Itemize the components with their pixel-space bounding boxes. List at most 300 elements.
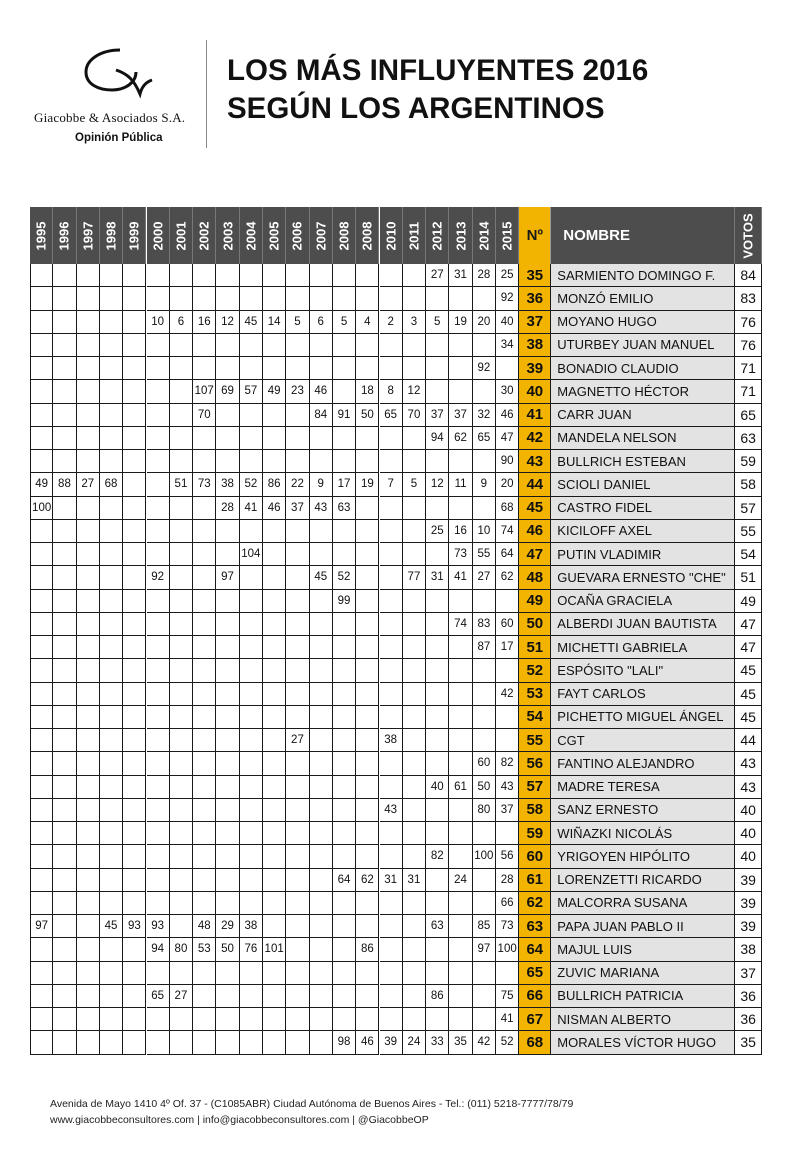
- year-cell: [380, 776, 403, 799]
- year-cell: 41: [449, 566, 472, 589]
- year-header: [263, 207, 286, 264]
- year-cell: [123, 752, 146, 775]
- year-cell: [53, 869, 76, 892]
- year-cell: [263, 450, 286, 473]
- year-cell: [356, 962, 379, 985]
- year-cell: [473, 659, 496, 682]
- year-cell: [123, 287, 146, 310]
- year-cell: [53, 287, 76, 310]
- year-cell: [449, 752, 472, 775]
- year-cell: 82: [496, 752, 519, 775]
- year-cell: [240, 1031, 263, 1054]
- year-cell: [240, 822, 263, 845]
- year-cell: 70: [403, 404, 426, 427]
- year-cell: 10: [473, 520, 496, 543]
- year-cell: 27: [426, 264, 449, 287]
- year-cell: [240, 357, 263, 380]
- year-cell: [449, 822, 472, 845]
- year-cell: [170, 497, 193, 520]
- year-cell: [77, 613, 100, 636]
- year-cell: [77, 822, 100, 845]
- rank-cell: 58: [519, 799, 551, 822]
- year-cell: [170, 1008, 193, 1031]
- company-name: Giacobbe & Asociados S.A.: [34, 110, 186, 125]
- table-row: [30, 520, 762, 543]
- title-line-1: LOS MÁS INFLUYENTES 2016: [227, 54, 649, 87]
- year-cell: [216, 613, 239, 636]
- year-cell: [123, 985, 146, 1008]
- year-header: [496, 207, 519, 264]
- year-cell: 22: [286, 473, 309, 496]
- year-cell: 66: [496, 892, 519, 915]
- year-cell: [403, 334, 426, 357]
- year-cell: 5: [333, 311, 356, 334]
- year-cell: 5: [403, 473, 426, 496]
- year-cell: [30, 613, 53, 636]
- year-cell: 10: [147, 311, 170, 334]
- year-cell: [53, 985, 76, 1008]
- year-cell: [403, 683, 426, 706]
- year-cell: [147, 334, 170, 357]
- year-cell: [53, 752, 76, 775]
- year-cell: [216, 590, 239, 613]
- year-cell: [356, 729, 379, 752]
- year-cell: 20: [496, 473, 519, 496]
- year-cell: [310, 659, 333, 682]
- year-cell: [403, 543, 426, 566]
- year-cell: 50: [356, 404, 379, 427]
- year-cell: [77, 845, 100, 868]
- year-cell: [263, 636, 286, 659]
- year-cell: [53, 822, 76, 845]
- year-cell: [170, 543, 193, 566]
- year-cell: 25: [496, 264, 519, 287]
- year-header: [473, 207, 496, 264]
- year-cell: [333, 962, 356, 985]
- year-cell: [310, 892, 333, 915]
- year-cell: [170, 892, 193, 915]
- year-cell: [77, 427, 100, 450]
- year-cell: 100: [30, 497, 53, 520]
- year-cell: 40: [496, 311, 519, 334]
- year-cell: [123, 380, 146, 403]
- year-cell: [170, 822, 193, 845]
- rank-cell: 55: [519, 729, 551, 752]
- year-cell: [310, 590, 333, 613]
- year-cell: [30, 404, 53, 427]
- year-cell: [356, 776, 379, 799]
- year-cell: [449, 915, 472, 938]
- year-cell: [403, 590, 426, 613]
- year-cell: [286, 706, 309, 729]
- year-cell: [310, 334, 333, 357]
- year-cell: 30: [496, 380, 519, 403]
- year-cell: [240, 706, 263, 729]
- year-cell: [380, 706, 403, 729]
- year-cell: 93: [123, 915, 146, 938]
- year-cell: [53, 590, 76, 613]
- year-cell: 31: [403, 869, 426, 892]
- year-cell: [123, 543, 146, 566]
- year-cell: 73: [193, 473, 216, 496]
- year-cell: [123, 590, 146, 613]
- year-cell: 4: [356, 311, 379, 334]
- year-cell: [216, 357, 239, 380]
- year-cell: [216, 869, 239, 892]
- year-cell: [473, 729, 496, 752]
- year-cell: [147, 497, 170, 520]
- year-cell: [403, 822, 426, 845]
- year-cell: [333, 659, 356, 682]
- year-cell: 65: [473, 427, 496, 450]
- year-cell: [380, 845, 403, 868]
- table-row: [30, 613, 762, 636]
- year-cell: [123, 1031, 146, 1054]
- year-cell: 92: [147, 566, 170, 589]
- rank-cell: 43: [519, 450, 551, 473]
- year-cell: [473, 822, 496, 845]
- year-cell: 85: [473, 915, 496, 938]
- year-cell: [286, 962, 309, 985]
- table-row: [30, 404, 762, 427]
- year-cell: [216, 334, 239, 357]
- year-cell: [449, 706, 472, 729]
- name-cell: SARMIENTO DOMINGO F.: [551, 264, 735, 287]
- year-cell: [147, 822, 170, 845]
- year-header: [426, 207, 449, 264]
- name-cell: CGT: [551, 729, 735, 752]
- year-cell: [193, 1031, 216, 1054]
- year-cell: [496, 822, 519, 845]
- year-cell: [30, 799, 53, 822]
- year-cell: [147, 892, 170, 915]
- year-cell: [449, 985, 472, 1008]
- year-cell: [426, 822, 449, 845]
- year-cell: [286, 427, 309, 450]
- year-cell: [240, 985, 263, 1008]
- year-cell: [100, 729, 123, 752]
- year-cell: [100, 706, 123, 729]
- year-cell: [193, 659, 216, 682]
- year-cell: [263, 706, 286, 729]
- year-cell: [53, 659, 76, 682]
- year-cell: [147, 357, 170, 380]
- year-cell: [356, 1008, 379, 1031]
- year-cell: [473, 869, 496, 892]
- year-cell: [263, 287, 286, 310]
- year-cell: [356, 752, 379, 775]
- table-row: [30, 357, 762, 380]
- votes-header: [735, 207, 762, 264]
- year-cell: 60: [496, 613, 519, 636]
- year-cell: [77, 752, 100, 775]
- year-cell: [170, 334, 193, 357]
- year-cell: 12: [216, 311, 239, 334]
- year-cell: [30, 566, 53, 589]
- year-cell: [100, 822, 123, 845]
- rank-cell: 45: [519, 497, 551, 520]
- year-cell: [403, 799, 426, 822]
- year-cell: [286, 613, 309, 636]
- year-cell: 29: [216, 915, 239, 938]
- year-cell: [426, 613, 449, 636]
- year-cell: 62: [449, 427, 472, 450]
- year-cell: [356, 287, 379, 310]
- year-cell: [170, 404, 193, 427]
- rank-cell: 41: [519, 404, 551, 427]
- year-cell: 53: [193, 938, 216, 961]
- year-cell: [216, 776, 239, 799]
- year-cell: [426, 683, 449, 706]
- year-cell: [403, 776, 426, 799]
- year-cell: 94: [147, 938, 170, 961]
- title-line-2: SEGÚN LOS ARGENTINOS: [227, 92, 605, 125]
- votes-cell: 39: [735, 869, 762, 892]
- year-cell: [333, 938, 356, 961]
- year-cell: [333, 334, 356, 357]
- year-cell: 41: [240, 497, 263, 520]
- year-cell: [147, 659, 170, 682]
- table-row: [30, 473, 762, 496]
- year-cell: [193, 264, 216, 287]
- year-cell: [263, 659, 286, 682]
- year-header: [147, 207, 170, 264]
- year-header-label: 1997: [80, 221, 96, 250]
- year-cell: [473, 287, 496, 310]
- year-cell: [310, 938, 333, 961]
- name-cell: FAYT CARLOS: [551, 683, 735, 706]
- year-cell: [100, 985, 123, 1008]
- rank-cell: 54: [519, 706, 551, 729]
- year-cell: [356, 543, 379, 566]
- votes-cell: 76: [735, 334, 762, 357]
- year-cell: [333, 752, 356, 775]
- votes-cell: 44: [735, 729, 762, 752]
- year-cell: [449, 683, 472, 706]
- year-header-label: 2012: [429, 221, 445, 250]
- year-cell: 83: [473, 613, 496, 636]
- year-cell: [380, 287, 403, 310]
- name-cell: ALBERDI JUAN BAUTISTA: [551, 613, 735, 636]
- year-cell: [263, 962, 286, 985]
- year-cell: [473, 962, 496, 985]
- rank-cell: 62: [519, 892, 551, 915]
- year-cell: [193, 683, 216, 706]
- year-cell: 74: [449, 613, 472, 636]
- votes-cell: 38: [735, 938, 762, 961]
- year-cell: [403, 938, 426, 961]
- year-header-label: 2001: [173, 221, 189, 250]
- year-cell: [286, 520, 309, 543]
- table-row: [30, 450, 762, 473]
- year-cell: [333, 822, 356, 845]
- votes-cell: 83: [735, 287, 762, 310]
- year-cell: [473, 1008, 496, 1031]
- year-cell: 27: [170, 985, 193, 1008]
- year-cell: [170, 776, 193, 799]
- year-cell: [216, 659, 239, 682]
- year-cell: 97: [473, 938, 496, 961]
- year-cell: [193, 822, 216, 845]
- year-header: [193, 207, 216, 264]
- year-cell: [356, 450, 379, 473]
- year-cell: [473, 706, 496, 729]
- rank-cell: 35: [519, 264, 551, 287]
- year-cell: [403, 892, 426, 915]
- year-cell: [240, 683, 263, 706]
- year-cell: 52: [496, 1031, 519, 1054]
- year-cell: 6: [310, 311, 333, 334]
- year-cell: [77, 264, 100, 287]
- year-cell: [356, 892, 379, 915]
- year-cell: [123, 357, 146, 380]
- year-cell: [123, 473, 146, 496]
- year-cell: [286, 892, 309, 915]
- table-row: [30, 822, 762, 845]
- year-cell: [263, 985, 286, 1008]
- year-header-label: 2004: [243, 221, 259, 250]
- year-cell: [286, 264, 309, 287]
- year-cell: [170, 752, 193, 775]
- year-cell: [216, 427, 239, 450]
- year-cell: [170, 264, 193, 287]
- year-cell: [170, 869, 193, 892]
- table-row: [30, 1008, 762, 1031]
- year-cell: [147, 752, 170, 775]
- year-cell: [77, 1008, 100, 1031]
- year-cell: [170, 683, 193, 706]
- year-cell: [170, 1031, 193, 1054]
- year-cell: [193, 520, 216, 543]
- year-cell: [449, 729, 472, 752]
- year-header: [30, 207, 53, 264]
- year-cell: 57: [240, 380, 263, 403]
- name-cell: GUEVARA ERNESTO "CHE": [551, 566, 735, 589]
- votes-cell: 65: [735, 404, 762, 427]
- votes-cell: 55: [735, 520, 762, 543]
- year-cell: [147, 1008, 170, 1031]
- year-cell: [53, 845, 76, 868]
- rank-cell: 39: [519, 357, 551, 380]
- year-cell: [473, 380, 496, 403]
- year-cell: 92: [473, 357, 496, 380]
- year-cell: [216, 1031, 239, 1054]
- year-cell: [147, 869, 170, 892]
- year-cell: [170, 380, 193, 403]
- year-cell: [473, 590, 496, 613]
- year-cell: [77, 520, 100, 543]
- votes-cell: 59: [735, 450, 762, 473]
- year-cell: [53, 799, 76, 822]
- rank-cell: 65: [519, 962, 551, 985]
- year-cell: [356, 636, 379, 659]
- year-cell: [30, 1031, 53, 1054]
- year-cell: [170, 636, 193, 659]
- year-cell: [286, 357, 309, 380]
- year-cell: 87: [473, 636, 496, 659]
- year-cell: [426, 962, 449, 985]
- year-cell: 80: [473, 799, 496, 822]
- year-cell: 24: [449, 869, 472, 892]
- year-cell: 47: [496, 427, 519, 450]
- year-cell: [240, 869, 263, 892]
- year-cell: [30, 357, 53, 380]
- year-cell: [286, 776, 309, 799]
- year-cell: [380, 450, 403, 473]
- year-cell: [333, 729, 356, 752]
- year-cell: 56: [496, 845, 519, 868]
- year-cell: [333, 613, 356, 636]
- year-cell: [77, 892, 100, 915]
- year-cell: [356, 590, 379, 613]
- year-cell: [216, 752, 239, 775]
- year-cell: [263, 590, 286, 613]
- year-cell: [170, 799, 193, 822]
- year-cell: [193, 752, 216, 775]
- year-cell: 49: [263, 380, 286, 403]
- table-row: [30, 776, 762, 799]
- year-cell: [53, 311, 76, 334]
- year-cell: 77: [403, 566, 426, 589]
- year-cell: [333, 450, 356, 473]
- votes-cell: 76: [735, 311, 762, 334]
- year-cell: [449, 892, 472, 915]
- year-cell: [123, 264, 146, 287]
- year-cell: [286, 1008, 309, 1031]
- year-cell: [77, 799, 100, 822]
- year-cell: 45: [100, 915, 123, 938]
- year-cell: [100, 287, 123, 310]
- year-cell: [403, 497, 426, 520]
- year-cell: [403, 636, 426, 659]
- year-cell: 46: [356, 1031, 379, 1054]
- year-cell: 49: [30, 473, 53, 496]
- year-cell: [100, 404, 123, 427]
- rank-cell: 60: [519, 845, 551, 868]
- year-cell: [240, 404, 263, 427]
- year-header-label: 1996: [56, 221, 72, 250]
- year-cell: [53, 264, 76, 287]
- year-header-label: 2010: [383, 221, 399, 250]
- company-logo: [30, 38, 205, 153]
- year-cell: [100, 450, 123, 473]
- year-cell: [356, 613, 379, 636]
- year-cell: 6: [170, 311, 193, 334]
- year-cell: 37: [496, 799, 519, 822]
- year-cell: [77, 915, 100, 938]
- year-header-label: 2007: [313, 221, 329, 250]
- votes-cell: 57: [735, 497, 762, 520]
- year-cell: [100, 752, 123, 775]
- rank-cell: 53: [519, 683, 551, 706]
- year-cell: 28: [496, 869, 519, 892]
- year-cell: [147, 427, 170, 450]
- year-cell: [193, 357, 216, 380]
- year-cell: [100, 845, 123, 868]
- year-cell: 42: [473, 1031, 496, 1054]
- year-cell: [380, 590, 403, 613]
- rank-cell: 40: [519, 380, 551, 403]
- year-cell: [147, 520, 170, 543]
- footer: [50, 1096, 573, 1128]
- year-cell: [30, 683, 53, 706]
- year-cell: [147, 1031, 170, 1054]
- year-cell: 7: [380, 473, 403, 496]
- year-cell: [53, 892, 76, 915]
- name-cell: UTURBEY JUAN MANUEL: [551, 334, 735, 357]
- year-cell: [170, 729, 193, 752]
- year-cell: [263, 683, 286, 706]
